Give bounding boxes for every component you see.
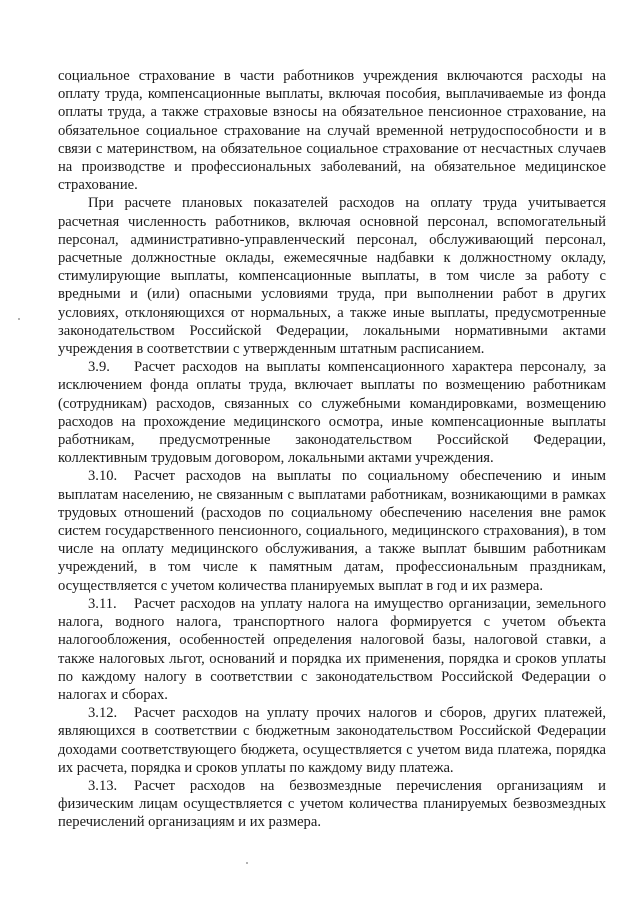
paragraph-3-9 [58, 358, 606, 467]
scan-speck [18, 318, 20, 320]
clause-number: 3.11. [88, 595, 117, 612]
scan-speck [246, 862, 248, 864]
clause-number: 3.9. [88, 359, 110, 376]
paragraph-3-13 [58, 777, 606, 832]
paragraph-text: Расчет расходов на выплаты компенсационного характера персоналу, за исключением фонда оплаты труда, включает выплаты по возмещению работникам (сотрудникам) расходов, связанных со служебными командировками, возмещению расходов на прохождение медицинского осмотра, иные компенсационные выплаты работникам, предусмотренные законодательством Российской Федерации, коллективным трудовым договором, локальными актами учреждения. [58, 359, 606, 467]
paragraph-planned-indicators [58, 194, 606, 358]
paragraph-text: При расчете плановых показателей расходов на оплату труда учитывается расчетная численность работников, включая основной персонал, вспомогательный персонал, административно-управленческий персонал, обслуживающий персонал, расчетные должностные оклады, ежемесячные надбавки к должностному окладу, стимулирующие выплаты, компенсационные выплаты, в том числе за работу с вредными и (или) опасными условиями труда, при выполнении работ в других условиях, отклоняющихся от нормальных, а также иные выплаты, предусмотренные законодательством Российской Федерации, локальными нормативными актами учреждения в соответствии с утвержденным штатным расписанием. [58, 195, 606, 358]
paragraph-3-12 [58, 704, 606, 777]
paragraph-continuation [58, 67, 606, 194]
paragraph-text: социальное страхование в части работников учреждения включаются расходы на оплату труда, компенсационные выплаты, включая пособия, выплачиваемые из фонда оплаты труда, а также страховые взносы на обязательное пенсионное страхование, на обязательное социальное страхование на случай временной нетрудоспособности и в связи с материнством, на обязательное социальное страхование от несчастных случаев на производстве и профессиональных заболеваний, на обязательное медицинское страхование. [58, 68, 606, 194]
document-page [58, 67, 606, 832]
clause-number: 3.13. [88, 777, 118, 794]
paragraph-text: Расчет расходов на уплату налога на имущество организации, земельного налога, водного налога, транспортного налога формируется с учетом объекта налогообложения, особенностей определения налоговой базы, налоговой ставки, а также налоговых льгот, оснований и порядка их применения, порядка и сроков уплаты по каждому налогу в соответствии с законодательством Российской Федерации о налогах и сборах. [58, 595, 606, 703]
paragraph-text: Расчет расходов на выплаты по социальному обеспечению и иным выплатам населению, не связанным с выплатами работникам, возникающими в рамках трудовых отношений (расходов по социальному обеспечению населения вне рамок систем государственного пенсионного, социального, медицинского страхования), в том числе на оплату медицинского обслуживания, а также выплат бывшим работникам учреждений, в том числе к памятным датам, профессиональным праздникам, осуществляется с учетом количества планируемых выплат в год и их размера. [58, 468, 606, 594]
clause-number: 3.10. [88, 468, 118, 485]
paragraph-text: Расчет расходов на безвозмездные перечисления организациям и физическим лицам осуществляется с учетом количества планируемых безвозмездных перечислений организациям и их размера. [58, 777, 606, 831]
paragraph-3-11 [58, 595, 606, 704]
clause-number: 3.12. [88, 705, 118, 722]
paragraph-text: Расчет расходов на уплату прочих налогов и сборов, других платежей, являющихся в соответствии с бюджетным законодательством Российской Федерации доходами соответствующего бюджета, осуществляется с учетом вида платежа, порядка их расчета, порядка и сроков уплаты по каждому виду платежа. [58, 705, 606, 776]
paragraph-3-10 [58, 467, 606, 594]
